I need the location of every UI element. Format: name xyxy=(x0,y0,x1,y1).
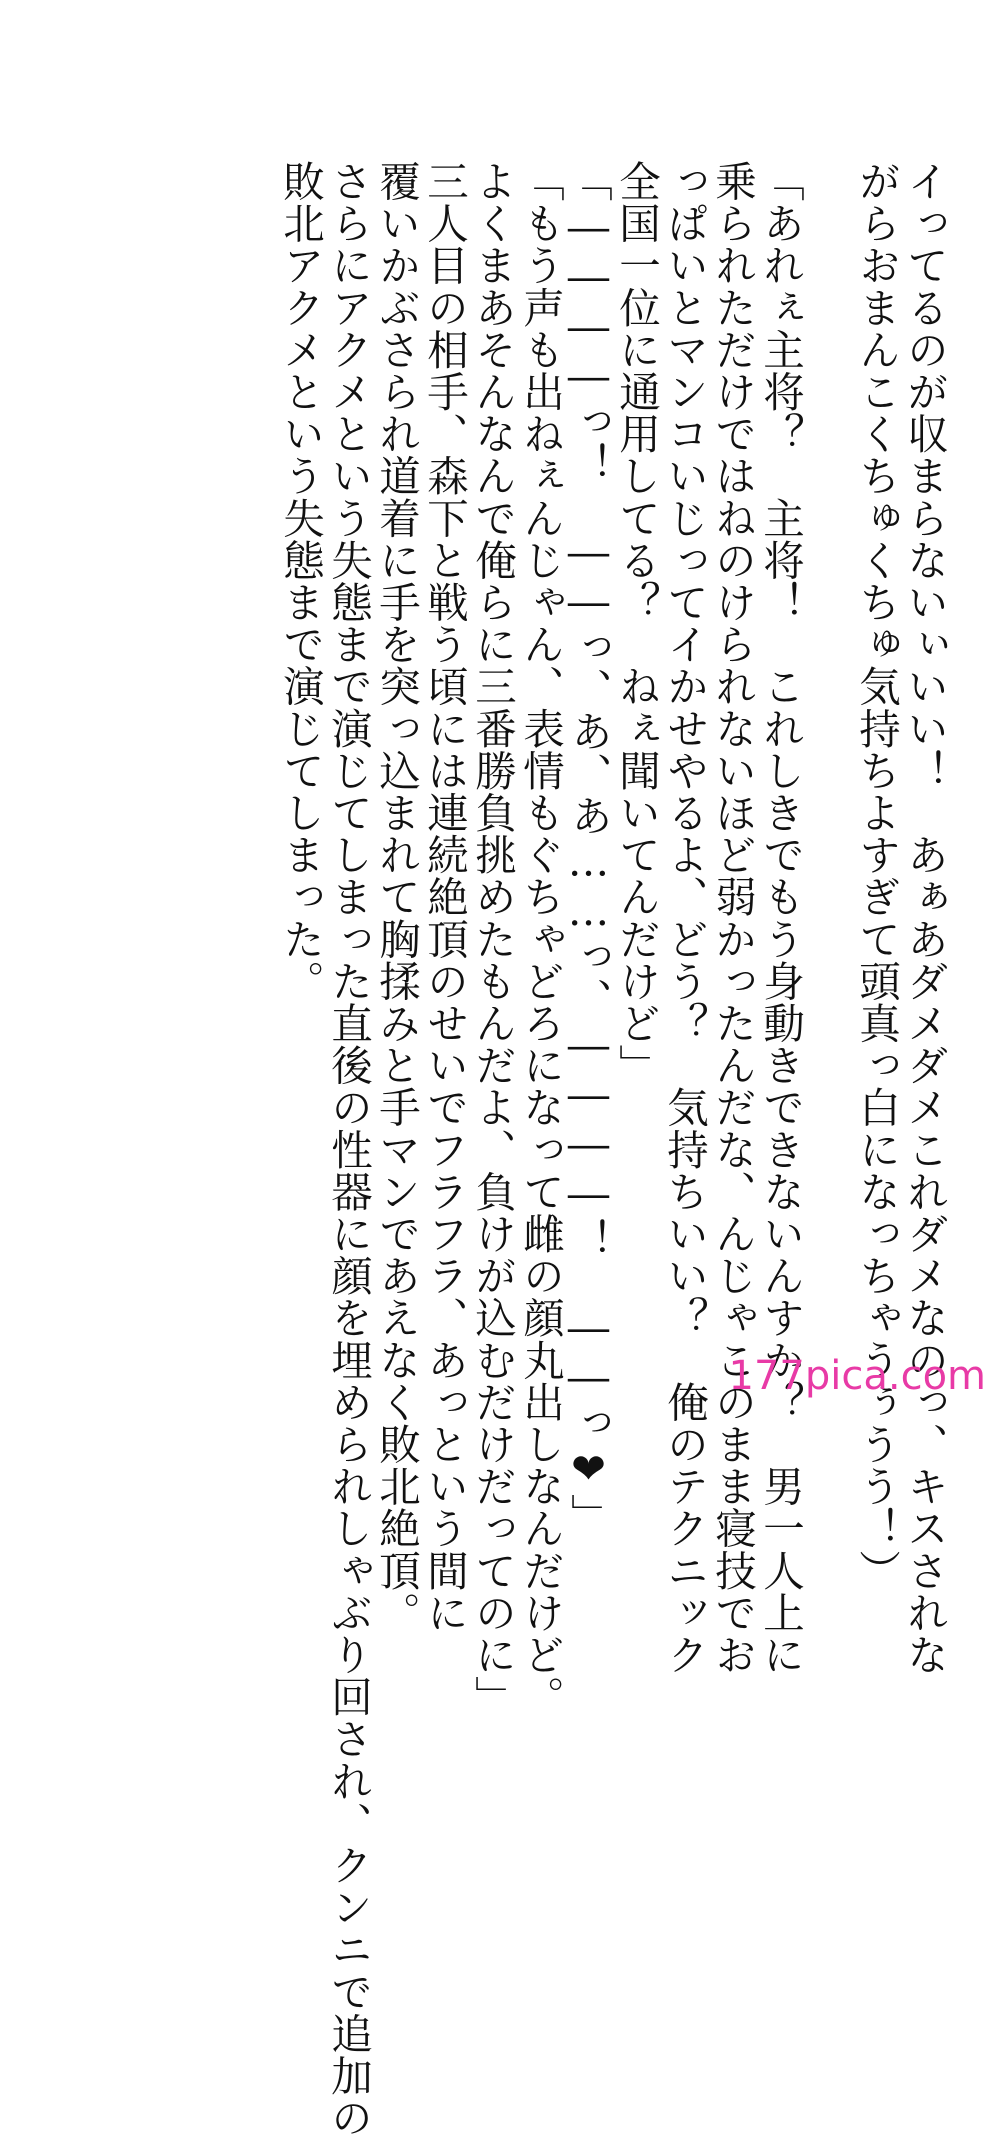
text-column: 「――――っ！ ――っ、あ、あ……っ、――――！ ――っ❤」 xyxy=(564,160,613,1536)
text-column: 三人目の相手、森下と戦う頃には連続絶頂のせいでフラフラ、あっという間に xyxy=(420,160,469,1634)
watermark: 177pica.com xyxy=(728,1353,986,1399)
text-column: 「もう声も出ねぇんじゃん、表情もぐちゃどろになって雌の顔丸出しなんだけど。 xyxy=(516,160,565,1718)
text-column: 敗北アクメという失態まで演じてしまった。 xyxy=(276,160,325,1002)
text-column: 全国一位に通用してる？ ねぇ聞いてんだけど」 xyxy=(612,160,661,1087)
text-column: よくまあそんなんで俺らに三番勝負挑めたもんだよ、負けが込むだけだってのに」 xyxy=(468,160,517,1718)
text-column: 乗られただけではねのけられないほど弱かったんだな、んじゃこのまま寝技でお xyxy=(708,160,757,1676)
text-column: っぱいとマンコいじってイかせやるよ、どう？ 気持ちいい？ 俺のテクニック xyxy=(660,160,709,1676)
text-column: 「あれぇ主将？ 主将！ これしきでもう身動きできないんすか？ 男一人上に xyxy=(756,160,805,1676)
text-column: さらにアクメという失態まで演じてしまった直後の性器に顔を埋められしゃぶり回され、クンニで追加の xyxy=(324,160,373,2139)
text-column: がらおまんこくちゅくちゅ気持ちよすぎて頭真っ白になっちゃうぅうう！） xyxy=(852,160,901,1592)
text-column: イってるのが収まらないぃいい！ あぁあダメダメこれダメなのっ、キスされな xyxy=(900,160,949,1676)
text-column: 覆いかぶさられ道着に手を突っ込まれて胸揉みと手マンであえなく敗北絶頂。 xyxy=(372,160,421,1634)
